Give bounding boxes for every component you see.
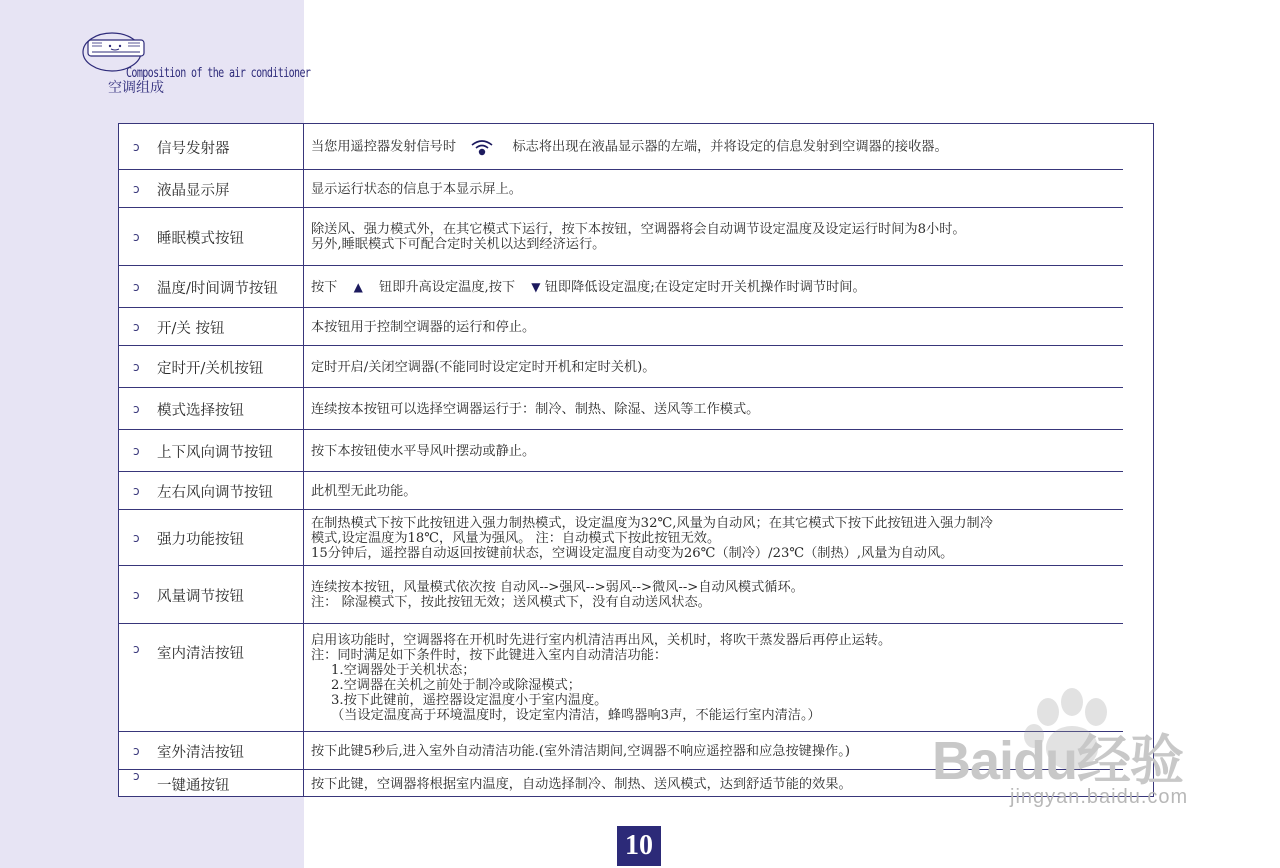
row-label: 定时开/关机按钮 xyxy=(157,360,264,377)
table-row xyxy=(119,266,1153,308)
signal-icon xyxy=(470,138,494,156)
bracket-bullet-icon: ↄ xyxy=(133,642,140,656)
desc-text: 注：同时满足如下条件时，按下此键进入室内自动清洁功能： xyxy=(311,648,668,663)
header-title-en: Composition of the air conditioner xyxy=(126,66,311,81)
table-row xyxy=(119,346,1153,388)
desc-text: 当您用遥控器发射信号时 xyxy=(311,139,457,155)
row-description xyxy=(311,388,1133,430)
bracket-bullet-icon: ↄ xyxy=(133,140,140,154)
desc-text: 按下本按钮使水平导风叶摆动或静止。 xyxy=(311,443,536,459)
triangle-down-icon: ▼ xyxy=(531,279,541,294)
desc-text: 15分钟后，遥控器自动返回按键前状态，空调设定温度自动变为26℃（制冷）/23℃（制热）,风量为自动风。 xyxy=(311,545,954,561)
desc-text: 连续按本按钮可以选择空调器运行于：制冷、制热、除湿、送风等工作模式。 xyxy=(311,401,760,417)
desc-text: 2.空调器在关机之前处于制冷或除湿模式； xyxy=(331,678,581,693)
row-description xyxy=(311,170,1133,208)
row-description xyxy=(311,566,1133,624)
table-row xyxy=(119,170,1153,208)
table-row xyxy=(119,472,1153,510)
desc-text: 显示运行状态的信息于本显示屏上。 xyxy=(311,181,522,197)
table-row xyxy=(119,208,1153,266)
bracket-bullet-icon: ↄ xyxy=(133,531,140,545)
table-row xyxy=(119,566,1153,624)
bracket-bullet-icon: ↄ xyxy=(133,744,140,758)
row-description xyxy=(311,266,1133,308)
bracket-bullet-icon: ↄ xyxy=(133,360,140,374)
row-label: 睡眠模式按钮 xyxy=(157,230,244,247)
table-row xyxy=(119,510,1153,566)
desc-text: 按下此键5秒后,进入室外自动清洁功能.(室外清洁期间,空调器不响应遥控器和应急按键操作。) xyxy=(311,743,850,759)
row-label: 室外清洁按钮 xyxy=(157,744,244,761)
row-label: 开/关 按钮 xyxy=(157,320,225,337)
bracket-bullet-icon: ↄ xyxy=(133,588,140,602)
desc-text: 钮即降低设定温度;在设定定时开关机操作时调节时间。 xyxy=(544,279,866,295)
desc-text: 另外,睡眠模式下可配合定时关机以达到经济运行。 xyxy=(311,237,606,252)
row-description xyxy=(311,208,1133,266)
desc-text: （当设定温度高于环境温度时，设定室内清洁，蜂鸣器响3声，不能运行室内清洁。） xyxy=(331,708,821,723)
row-label: 上下风向调节按钮 xyxy=(157,444,273,461)
desc-text: 标志将出现在液晶显示器的左端，并将设定的信息发射到空调器的接收器。 xyxy=(512,139,948,155)
row-label: 信号发射器 xyxy=(157,140,230,157)
row-label: 左右风向调节按钮 xyxy=(157,484,273,501)
desc-text: 按下此键，空调器将根据室内温度，自动选择制冷、制热、送风模式，达到舒适节能的效果。 xyxy=(311,776,852,792)
desc-text: 定时开启/关闭空调器(不能同时设定定时开机和定时关机)。 xyxy=(311,359,656,375)
bracket-bullet-icon: ↄ xyxy=(133,444,140,458)
row-label: 强力功能按钮 xyxy=(157,531,244,548)
row-label: 温度/时间调节按钮 xyxy=(157,280,278,297)
header-title-cn: 空调组成 xyxy=(108,80,164,96)
desc-text: 注： 除湿模式下，按此按钮无效；送风模式下，没有自动送风状态。 xyxy=(311,595,711,610)
bracket-bullet-icon: ↄ xyxy=(133,280,140,294)
row-label: 室内清洁按钮 xyxy=(157,646,244,662)
bracket-bullet-icon: ↄ xyxy=(133,769,140,783)
page-number: 10 xyxy=(617,826,661,866)
bracket-bullet-icon: ↄ xyxy=(133,182,140,196)
bracket-bullet-icon: ↄ xyxy=(133,320,140,334)
desc-text: 启用该功能时，空调器将在开机时先进行室内机清洁再出风，关机时，将吹干蒸发器后再停止运转。 xyxy=(311,633,892,648)
row-description xyxy=(311,430,1133,472)
row-description xyxy=(311,510,1133,566)
desc-text: 钮即升高设定温度,按下 xyxy=(379,279,516,295)
row-label: 风量调节按钮 xyxy=(157,588,244,605)
desc-text: 在制热模式下按下此按钮进入强力制热模式，设定温度为32℃,风量为自动风；在其它模式下按下此按钮进入强力制冷 xyxy=(311,515,993,531)
row-description xyxy=(311,346,1133,388)
desc-text: 本按钮用于控制空调器的运行和停止。 xyxy=(311,319,536,335)
row-description xyxy=(311,308,1133,346)
desc-text: 除送风、强力模式外，在其它模式下运行，按下本按钮，空调器将会自动调节设定温度及设定运行时间为8小时。 xyxy=(311,222,966,237)
row-description xyxy=(311,124,1133,170)
row-description xyxy=(311,472,1133,510)
desc-text: 3.按下此键前，遥控器设定温度小于室内温度。 xyxy=(331,693,608,708)
watermark-brand: Baidu经验 xyxy=(932,731,1184,791)
bracket-bullet-icon: ↄ xyxy=(133,230,140,244)
table-row xyxy=(119,124,1153,170)
desc-text: 模式,设定温度为18℃，风量为强风。 注：自动模式下按此按钮无效。 xyxy=(311,530,721,546)
watermark-url: jingyan.baidu.com xyxy=(1010,786,1189,808)
desc-text: 连续按本按钮，风量模式依次按 自动风-->强风-->弱风-->微风-->自动风模式循环。 xyxy=(311,580,804,595)
row-label: 一键通按钮 xyxy=(157,777,230,794)
table-row xyxy=(119,388,1153,430)
row-label: 模式选择按钮 xyxy=(157,402,244,419)
desc-text: 1.空调器处于关机状态； xyxy=(331,663,476,678)
desc-text: 此机型无此功能。 xyxy=(311,483,417,499)
bracket-bullet-icon: ↄ xyxy=(133,484,140,498)
table-row xyxy=(119,430,1153,472)
bracket-bullet-icon: ↄ xyxy=(133,402,140,416)
triangle-up-icon: ▲ xyxy=(353,279,363,294)
row-label: 液晶显示屏 xyxy=(157,182,230,199)
table-row xyxy=(119,308,1153,346)
desc-text: 按下 xyxy=(311,279,338,295)
